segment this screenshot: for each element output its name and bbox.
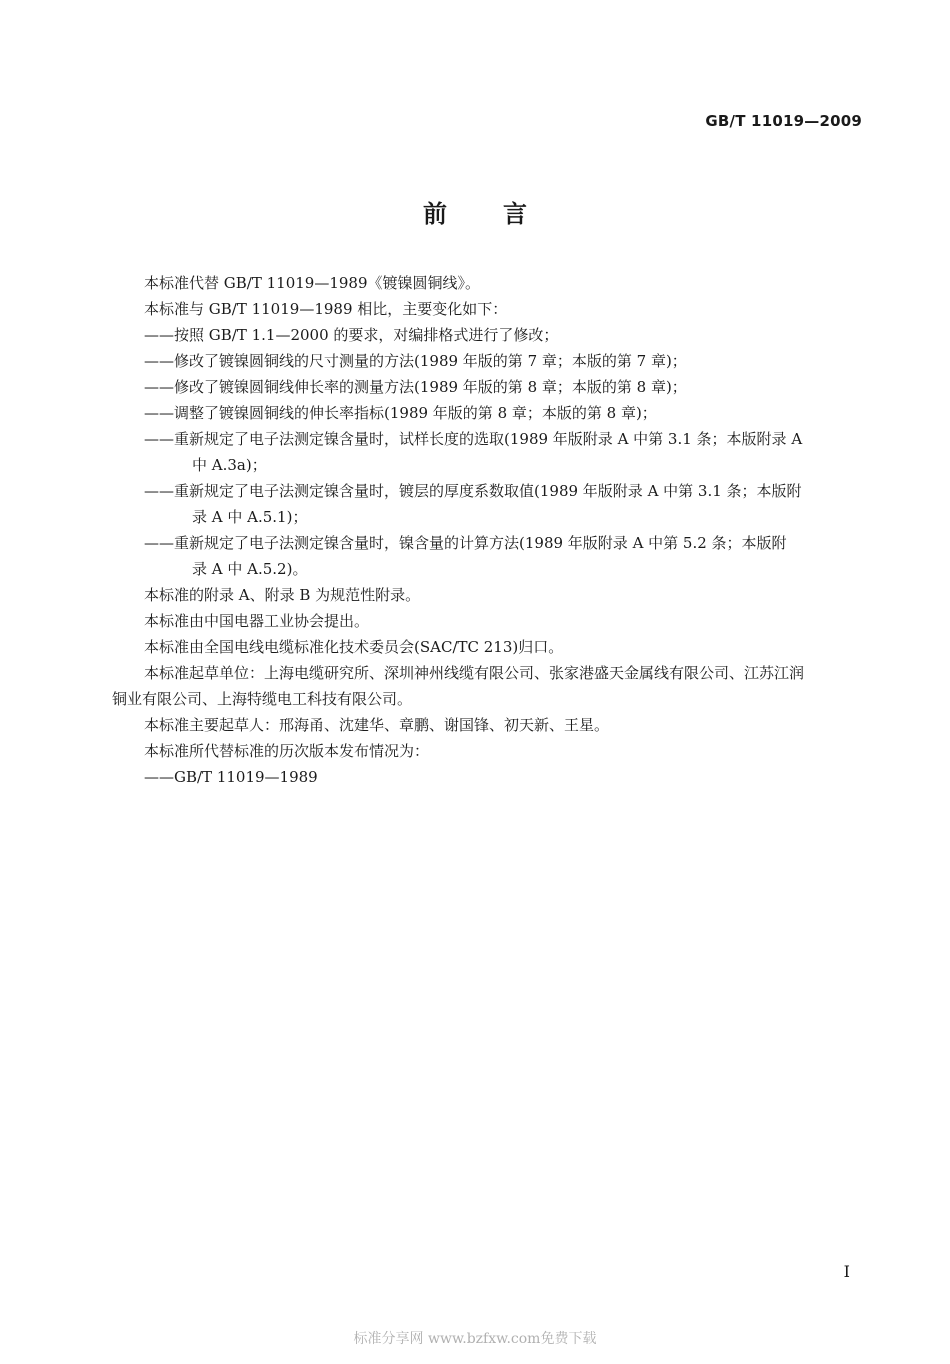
paragraph-replaces: 本标准代替 GB/T 11019—1989《镀镍圆铜线》。 [144, 274, 480, 292]
change-item-continuation: 中 A.3a)； [192, 456, 267, 474]
paragraph-annexes: 本标准的附录 A、附录 B 为规范性附录。 [144, 586, 421, 604]
change-item-continuation: 录 A 中 A.5.2)。 [192, 560, 308, 578]
paragraph-drafters: 本标准主要起草人：邢海甬、沈建华、章鹏、谢国锋、初天新、王星。 [144, 716, 610, 734]
history-item: ——GB/T 11019—1989 [144, 768, 318, 786]
change-item: ——按照 GB/T 1.1—2000 的要求，对编排格式进行了修改； [144, 326, 559, 344]
paragraph-committee: 本标准由全国电线电缆标准化技术委员会(SAC/TC 213)归口。 [144, 638, 564, 656]
change-item: ——重新规定了电子法测定镍含量时，试样长度的选取(1989 年版附录 A 中第 3.1 条；本版附录 A [144, 430, 803, 448]
watermark: 标准分享网 www.bzfxw.com免费下载 [353, 1331, 597, 1347]
page-number: I [843, 1262, 850, 1281]
change-item: ——修改了镀镍圆铜线的尺寸测量的方法(1989 年版的第 7 章；本版的第 7 章)； [144, 352, 687, 370]
change-item-continuation: 录 A 中 A.5.1)； [192, 508, 308, 526]
change-item: ——重新规定了电子法测定镍含量时，镍含量的计算方法(1989 年版附录 A 中第 5.2 条；本版附 [144, 534, 787, 552]
standard-code: GB/T 11019—2009 [705, 112, 862, 130]
paragraph-changes-intro: 本标准与 GB/T 11019—1989 相比，主要变化如下： [144, 300, 508, 318]
change-item: ——重新规定了电子法测定镍含量时，镀层的厚度系数取值(1989 年版附录 A 中第 3.1 条；本版附 [144, 482, 802, 500]
paragraph-history-intro: 本标准所代替标准的历次版本发布情况为： [144, 742, 430, 760]
paragraph-drafting-units-continuation: 铜业有限公司、上海特缆电工科技有限公司。 [112, 690, 413, 708]
page-title: 前言 [423, 200, 583, 228]
paragraph-drafting-units: 本标准起草单位：上海电缆研究所、深圳神州线缆有限公司、张家港盛天金属线有限公司、江苏江润 [144, 664, 805, 682]
change-item: ——调整了镀镍圆铜线的伸长率指标(1989 年版的第 8 章；本版的第 8 章)； [144, 404, 657, 422]
preface-body [112, 270, 862, 790]
paragraph-proposer: 本标准由中国电器工业协会提出。 [144, 612, 370, 630]
change-item: ——修改了镀镍圆铜线伸长率的测量方法(1989 年版的第 8 章；本版的第 8 章)； [144, 378, 687, 396]
